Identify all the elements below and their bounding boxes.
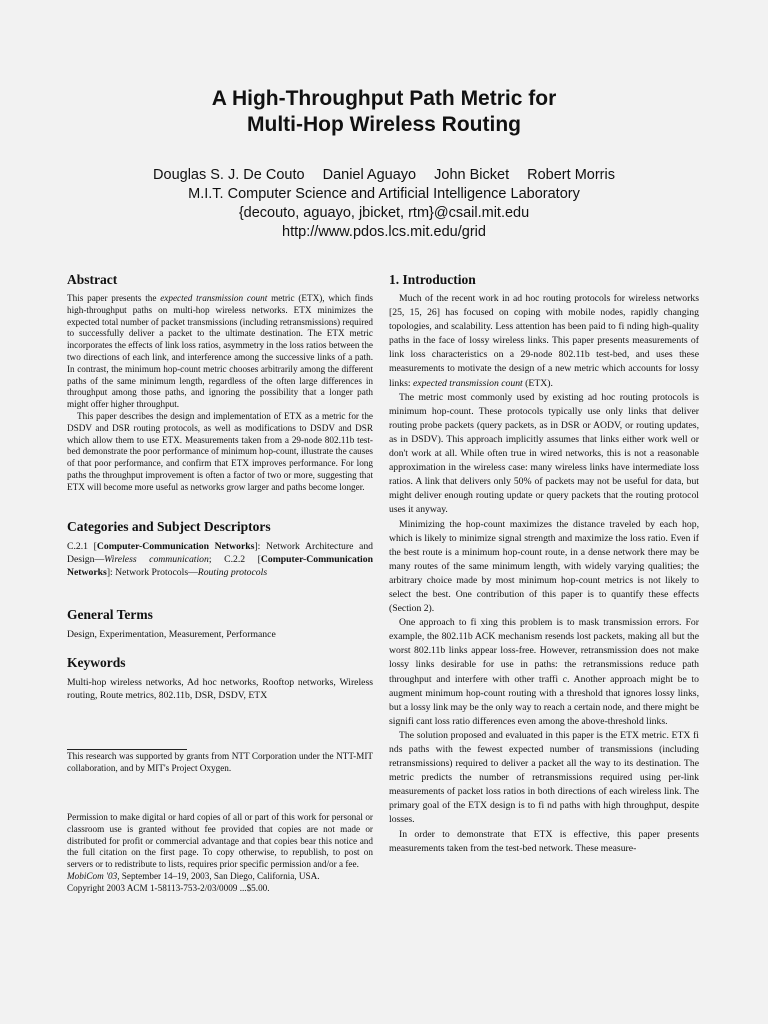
funding-footnote: This research was supported by grants from NTT Corporation under the NTT-MIT collaboration, and by MIT's Project Oxygen. [67,751,373,773]
abstract-heading: Abstract [67,272,118,287]
categories-heading: Categories and Subject Descriptors [67,519,271,534]
abstract-section [67,271,373,494]
keywords-heading: Keywords [67,655,126,670]
paper-title [0,86,768,138]
intro-paragraph-6: In order to demonstrate that ETX is effective, this paper presents measurements taken from the test-bed network. These measure- [389,828,699,854]
title-line-1: A High-Throughput Path Metric for [211,87,557,110]
project-url[interactable]: http://www.pdos.lcs.mit.edu/grid [282,224,486,240]
general-terms-heading: General Terms [67,607,153,622]
author-names [0,166,768,185]
author-name: Douglas S. J. De Couto [153,167,305,183]
intro-paragraph-3: Minimizing the hop-count maximizes the distance traveled by each hop, which is likely to minimize signal strength and maximize the loss ratio. Even if the best route is a minimum hop-count route, in a dense network there may be many routes of the same minimum length, with widely varying qualities; the arbitrary choice made by most minimum hop-count metrics is not likely to select the best. One contribution of this paper is to quantify these effects (Section 2). [389,518,699,615]
author-name: Robert Morris [527,167,615,183]
intro-paragraph-1: Much of the recent work in ad hoc routing protocols for wireless networks [25, 15, 26] has focused on coping with mobile nodes, rapidly changing topologies, and scalability. Less attention has been paid to fi nding high-quality paths in the face of lossy wireless links. This paper presents measurements of link loss characteristics on a 29-node 802.11b test-bed, and uses these measurements to motivate the design of a new metric which accounts for lossy links: expected transmission count (ETX). [389,293,699,389]
intro-paragraph-2: The metric most commonly used by existing ad hoc routing protocols is minimum hop-count. These protocols typically use only links that deliver routing probe packets (query packets, as in DSR or AODV, or routing updates, as in DSDV). This approach implicitly assumes that links either work well or don't work at all. While often true in wired networks, this is not a reasonable approximation in the wireless case: many wireless links have intermediate loss ratios. A link that delivers only 50% of packets may not be useful for data, but might deliver enough routing update or query packets that the routing protocol uses it anyway. [389,391,699,516]
title-line-2: Multi-Hop Wireless Routing [247,113,521,136]
right-column [389,271,699,856]
general-terms-text: Design, Experimentation, Measurement, Performance [67,629,276,640]
categories-section [67,518,373,580]
venue-line: MobiCom '03, September 14–19, 2003, San Diego, California, USA. [67,870,320,881]
categories-text: C.2.1 [Computer-Communication Networks]: Network Architecture and Design—Wireless communication; C.2.2 [Computer-Communication Networks]: Network Protocols—Routing protocols [67,541,374,579]
author-name: Daniel Aguayo [322,167,417,183]
abstract-paragraph-1: This paper presents the expected transmission count metric (ETX), which finds high-throughput paths on multi-hop wireless networks. ETX minimizes the expected total number of packet transmissions (including retransmissions) required to successfully deliver a packet to the ultimate destination. The ETX metric incorporates the effects of link loss ratios, asymmetry in the loss ratios between the two directions of each link, and interference among the successive links of a path. In contrast, the minimum hop-count metric chooses arbitrarily among the different paths of the same minimum length, regardless of the often large differences in throughput among those paths, and ignoring the possibility that a longer path might offer higher throughput. [67,293,373,410]
general-terms-section [67,606,373,641]
keywords-text: Multi-hop wireless networks, Ad hoc networks, Rooftop networks, Wireless routing, Route metrics, 802.11b, DSR, DSDV, ETX [67,677,373,702]
abstract-paragraph-2: This paper describes the design and implementation of ETX as a metric for the DSDV and DSR routing protocols, as well as modifications to DSDV and DSR which allow them to use ETX. Measurements taken from a 29-node 802.11b test-bed demonstrate the poor performance of minimum hop-count, illustrate the causes of that poor performance, and confirm that ETX improves performance. For long paths the throughput improvement is often a factor of two or more, suggesting that ETX will become more useful as networks grow larger and paths become longer. [67,410,373,492]
permission-text: Permission to make digital or hard copies of all or part of this work for personal or classroom use is granted without fee provided that copies are not made or distributed for profit or commercial advantage and that copies bear this notice and the full citation on the first page. To copy otherwise, to republish, to post on servers or to redistribute to lists, requires prior specific permission and/or a fee. [67,812,373,870]
affiliation: M.I.T. Computer Science and Artificial Intelligence Laboratory [188,186,580,202]
author-name: John Bicket [434,167,510,183]
footnote-rule [67,749,187,750]
intro-paragraph-4: One approach to fi xing this problem is to mask transmission errors. For example, the 802.11b ACK mechanism resends lost packets, making all but the worst 802.11b links appear loss-free. However, retransmission does not make lossy links desirable for use in paths: the retransmissions reduce path throughput and interfere with other traffi c. Another approach might be to augment minimum hop-count routing with a threshold that ignores lossy links, but a lossy link may be the only way to reach a certain node, and there might be signifi cant loss ratio differences even among the above-threshold links. [389,617,699,727]
copyright-line: Copyright 2003 ACM 1-58113-753-2/03/0009 ...$5.00. [67,882,270,893]
intro-paragraph-5: The solution proposed and evaluated in this paper is the ETX metric. ETX fi nds paths with the fewest expected number of transmissions (including retransmissions) required to deliver a packet all the way to its destination. The metric predicts the number of retransmissions required using per-link measurements of packet loss ratios in both directions of each wireless link. The primary goal of the ETX design is to fi nd paths with high throughput, despite losses. [389,729,699,826]
author-emails: {decouto, aguayo, jbicket, rtm}@csail.mit.edu [238,205,530,221]
intro-heading: 1. Introduction [389,272,476,287]
author-block [0,166,768,242]
keywords-section [67,654,373,702]
permission-notice [67,812,373,895]
